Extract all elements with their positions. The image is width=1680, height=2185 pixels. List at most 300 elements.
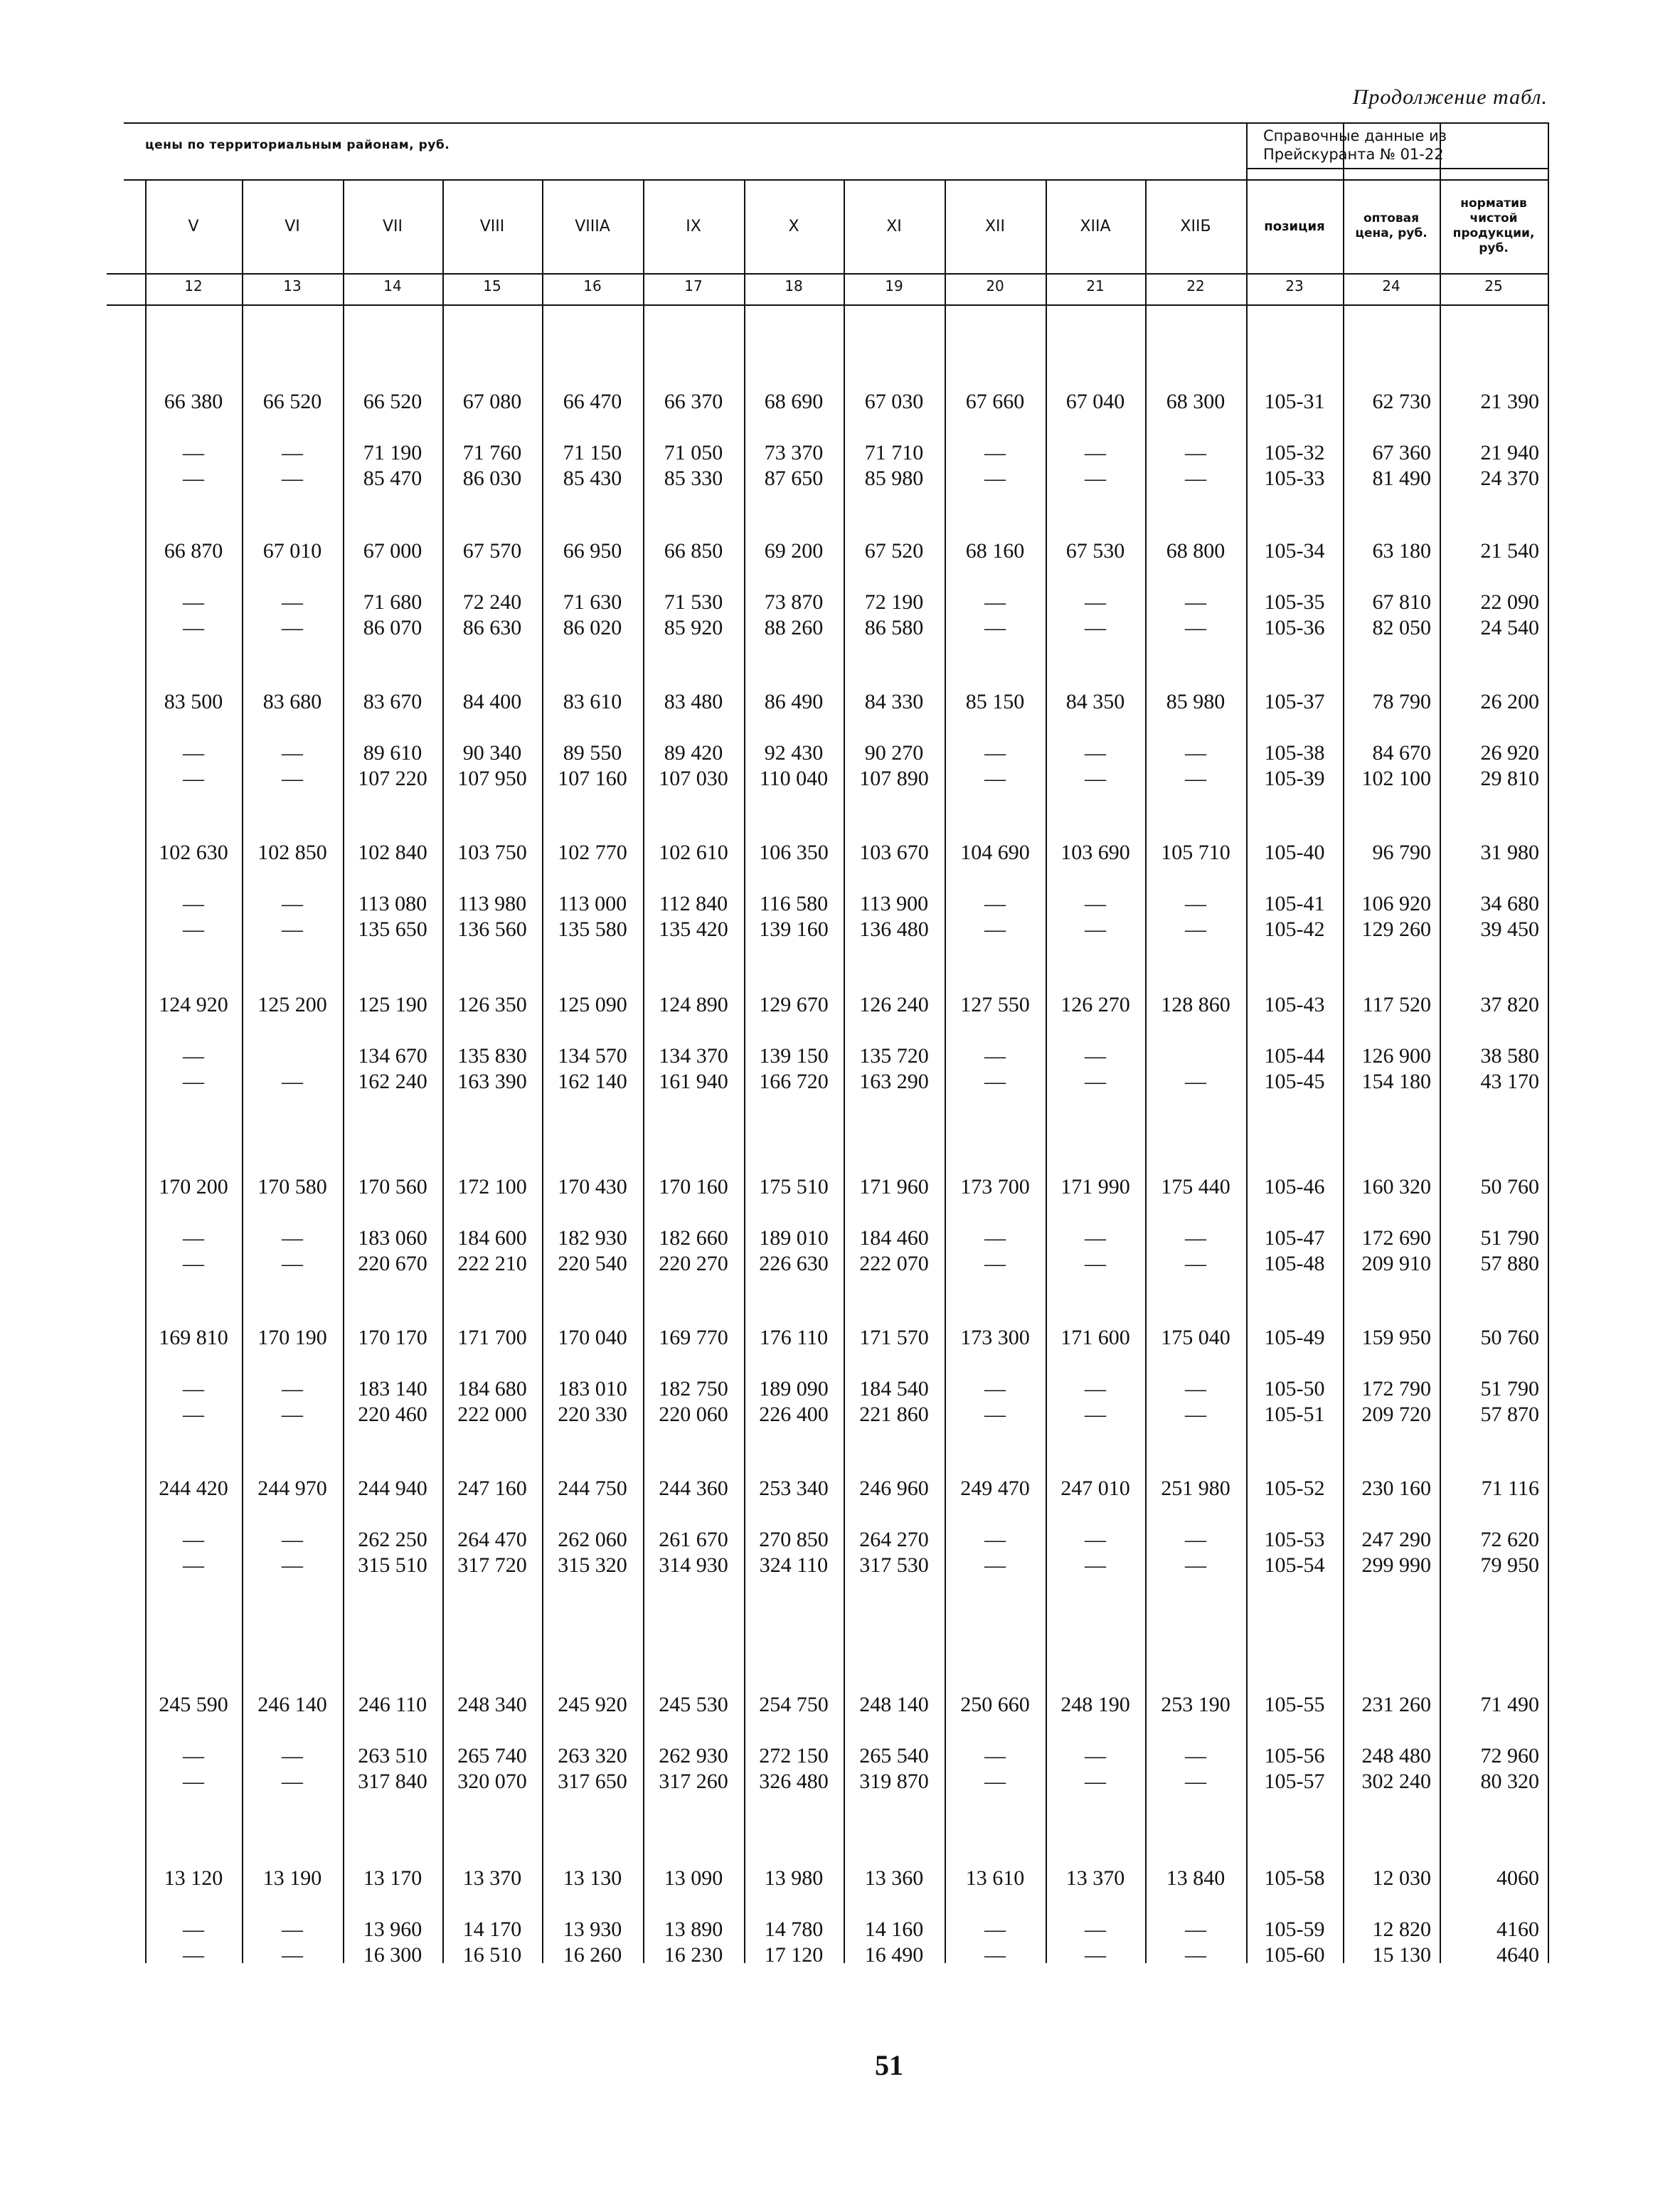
- table-cell: 37 820: [1480, 993, 1539, 1016]
- table-cell: 78 790: [1372, 690, 1431, 713]
- table-cell: 66 520: [363, 390, 422, 413]
- table-cell: 247 160: [457, 1477, 527, 1500]
- table-cell: 67 010: [262, 539, 322, 563]
- table-cell: 139 150: [759, 1044, 829, 1068]
- column-number: 20: [986, 277, 1004, 294]
- table-cell: —: [984, 918, 1006, 941]
- table-cell: 105-58: [1264, 1866, 1325, 1890]
- table-cell: —: [183, 467, 204, 490]
- table-cell: 170 580: [257, 1175, 327, 1198]
- table-cell: 184 460: [859, 1226, 929, 1250]
- column-header: V: [188, 217, 199, 235]
- table-cell: 170 170: [358, 1326, 427, 1349]
- table-cell: 326 480: [759, 1770, 829, 1793]
- table-cell: —: [183, 767, 204, 790]
- table-cell: 171 570: [859, 1326, 929, 1349]
- table-cell: 244 420: [159, 1477, 228, 1500]
- table-cell: —: [282, 1252, 303, 1275]
- table-cell: 265 740: [457, 1744, 527, 1767]
- table-cell: 86 070: [363, 616, 422, 639]
- table-cell: 51 790: [1480, 1226, 1539, 1250]
- table-cell: —: [1085, 1744, 1106, 1767]
- table-cell: —: [1185, 467, 1206, 490]
- table-cell: 105-39: [1264, 767, 1325, 790]
- table-cell: 102 850: [257, 841, 327, 864]
- table-cell: —: [1085, 441, 1106, 464]
- column-header: XII: [984, 217, 1006, 235]
- table-cell: —: [984, 1553, 1006, 1577]
- table-cell: 103 690: [1060, 841, 1130, 864]
- table-cell: 69 200: [764, 539, 824, 563]
- table-cell: 72 190: [864, 590, 924, 614]
- table-cell: —: [1085, 1070, 1106, 1093]
- table-cell: 127 550: [960, 993, 1030, 1016]
- table-cell: 57 880: [1480, 1252, 1539, 1275]
- table-cell: 245 590: [159, 1693, 228, 1716]
- table-cell: 63 180: [1372, 539, 1431, 563]
- table-cell: 129 260: [1361, 918, 1431, 941]
- table-cell: —: [1185, 1377, 1206, 1400]
- table-cell: 175 510: [759, 1175, 829, 1198]
- table-cell: 66 850: [664, 539, 723, 563]
- table-cell: 226 400: [759, 1403, 829, 1426]
- table-cell: —: [984, 1943, 1006, 1967]
- table-cell: —: [1185, 892, 1206, 915]
- table-cell: 105-36: [1264, 616, 1325, 639]
- table-cell: 105-49: [1264, 1326, 1325, 1349]
- table-cell: —: [282, 767, 303, 790]
- table-cell: 4640: [1496, 1943, 1539, 1967]
- table-cell: 265 540: [859, 1744, 929, 1767]
- table-cell: —: [282, 741, 303, 765]
- table-cell: —: [1185, 918, 1206, 941]
- table-cell: 221 860: [859, 1403, 929, 1426]
- column-number: 19: [885, 277, 903, 294]
- table-cell: 71 760: [462, 441, 522, 464]
- table-cell: 136 560: [457, 918, 527, 941]
- table-cell: 71 190: [363, 441, 422, 464]
- table-cell: 302 240: [1361, 1770, 1431, 1793]
- table-cell: 166 720: [759, 1070, 829, 1093]
- table-cell: 13 960: [363, 1918, 422, 1941]
- table-cell: 170 560: [358, 1175, 427, 1198]
- column-header: VIII: [479, 217, 505, 235]
- table-cell: 248 190: [1060, 1693, 1130, 1716]
- column-number: 16: [583, 277, 602, 294]
- prices-header: цены по территориальным районам, руб.: [145, 138, 450, 152]
- column-divider: [1246, 122, 1248, 168]
- table-cell: —: [984, 1528, 1006, 1551]
- table-cell: 21 940: [1480, 441, 1539, 464]
- table-cell: 13 170: [363, 1866, 422, 1890]
- column-header: XIIA: [1080, 217, 1111, 235]
- table-cell: 105 710: [1161, 841, 1230, 864]
- table-cell: 13 980: [764, 1866, 824, 1890]
- table-cell: 170 160: [659, 1175, 728, 1198]
- table-cell: 29 810: [1480, 767, 1539, 790]
- column-header: X: [788, 217, 799, 235]
- table-cell: —: [183, 1770, 204, 1793]
- table-cell: 125 190: [358, 993, 427, 1016]
- table-cell: 68 300: [1166, 390, 1226, 413]
- column-header: VIIIA: [575, 217, 610, 235]
- table-cell: 105-57: [1264, 1770, 1325, 1793]
- table-cell: 247 010: [1060, 1477, 1130, 1500]
- table-cell: —: [183, 1226, 204, 1250]
- table-cell: 113 900: [859, 892, 929, 915]
- continuation-label: Продолжение табл.: [1352, 85, 1548, 109]
- table-cell: —: [1085, 590, 1106, 614]
- table-cell: 85 980: [1166, 690, 1226, 713]
- table-cell: —: [984, 1252, 1006, 1275]
- table-cell: —: [282, 1528, 303, 1551]
- table-cell: 68 800: [1166, 539, 1226, 563]
- table-cell: 92 430: [764, 741, 824, 765]
- table-cell: 319 870: [859, 1770, 929, 1793]
- table-cell: 245 920: [558, 1693, 627, 1716]
- table-cell: 102 100: [1361, 767, 1431, 790]
- table-cell: 105-44: [1264, 1044, 1325, 1068]
- table-cell: 113 980: [457, 892, 527, 915]
- table-cell: 134 570: [558, 1044, 627, 1068]
- table-cell: —: [1085, 1918, 1106, 1941]
- table-cell: 105-35: [1264, 590, 1325, 614]
- table-cell: 126 240: [859, 993, 929, 1016]
- table-cell: 105-48: [1264, 1252, 1325, 1275]
- table-cell: 172 790: [1361, 1377, 1431, 1400]
- table-cell: 315 510: [358, 1553, 427, 1577]
- table-cell: —: [183, 1943, 204, 1967]
- column-number: 14: [383, 277, 402, 294]
- column-header: оптовая цена, руб.: [1355, 211, 1428, 240]
- table-cell: 169 770: [659, 1326, 728, 1349]
- table-cell: 105-52: [1264, 1477, 1325, 1500]
- table-cell: —: [1185, 441, 1206, 464]
- table-cell: —: [282, 1226, 303, 1250]
- column-number: 25: [1484, 277, 1503, 294]
- table-cell: 135 830: [457, 1044, 527, 1068]
- table-cell: 13 610: [965, 1866, 1025, 1890]
- table-cell: 85 330: [664, 467, 723, 490]
- table-cell: 105-55: [1264, 1693, 1325, 1716]
- table-cell: 317 650: [558, 1770, 627, 1793]
- table-cell: 71 116: [1481, 1477, 1539, 1500]
- table-cell: 66 870: [164, 539, 223, 563]
- table-cell: 13 090: [664, 1866, 723, 1890]
- table-cell: —: [984, 1226, 1006, 1250]
- table-cell: —: [183, 1403, 204, 1426]
- table-cell: 105-41: [1264, 892, 1325, 915]
- table-cell: 105-51: [1264, 1403, 1325, 1426]
- table-cell: 86 020: [563, 616, 622, 639]
- table-cell: 189 090: [759, 1377, 829, 1400]
- table-cell: 85 150: [965, 690, 1025, 713]
- table-cell: —: [984, 1044, 1006, 1068]
- table-cell: 105-46: [1264, 1175, 1325, 1198]
- table-cell: 105-42: [1264, 918, 1325, 941]
- table-cell: 170 430: [558, 1175, 627, 1198]
- table-cell: 247 290: [1361, 1528, 1431, 1551]
- table-cell: 171 700: [457, 1326, 527, 1349]
- table-cell: 71 150: [563, 441, 622, 464]
- table-cell: 113 000: [558, 892, 627, 915]
- table-cell: —: [1185, 1770, 1206, 1793]
- table-cell: —: [282, 1744, 303, 1767]
- table-cell: 13 840: [1166, 1866, 1226, 1890]
- table-cell: —: [1185, 1943, 1206, 1967]
- column-header: XIIБ: [1180, 217, 1211, 235]
- table-cell: 107 220: [358, 767, 427, 790]
- table-cell: 43 170: [1480, 1070, 1539, 1093]
- table-cell: 84 670: [1372, 741, 1431, 765]
- table-cell: 106 920: [1361, 892, 1431, 915]
- table-cell: —: [183, 1070, 204, 1093]
- table-cell: 83 610: [563, 690, 622, 713]
- table-cell: —: [183, 616, 204, 639]
- table-cell: 126 350: [457, 993, 527, 1016]
- table-cell: 86 490: [764, 690, 824, 713]
- table-cell: —: [1085, 1403, 1106, 1426]
- table-cell: 67 040: [1065, 390, 1125, 413]
- table-cell: 124 920: [159, 993, 228, 1016]
- table-cell: 244 940: [358, 1477, 427, 1500]
- column-number: 23: [1285, 277, 1304, 294]
- table-cell: 134 670: [358, 1044, 427, 1068]
- table-cell: 246 960: [859, 1477, 929, 1500]
- header-rule: [107, 273, 1548, 275]
- table-cell: 14 170: [462, 1918, 522, 1941]
- table-cell: 250 660: [960, 1693, 1030, 1716]
- table-cell: 248 480: [1361, 1744, 1431, 1767]
- table-cell: 110 040: [759, 767, 829, 790]
- table-cell: 67 080: [462, 390, 522, 413]
- column-divider: [1548, 122, 1549, 1963]
- table-cell: 161 940: [659, 1070, 728, 1093]
- table-cell: 87 650: [764, 467, 824, 490]
- table-cell: 81 490: [1372, 467, 1431, 490]
- column-number: 15: [483, 277, 501, 294]
- table-cell: 85 430: [563, 467, 622, 490]
- column-number: 12: [184, 277, 203, 294]
- column-header: XI: [886, 217, 902, 235]
- table-cell: 72 620: [1480, 1528, 1539, 1551]
- column-header: VII: [382, 217, 403, 235]
- table-cell: 85 470: [363, 467, 422, 490]
- table-cell: 125 090: [558, 993, 627, 1016]
- table-cell: 264 470: [457, 1528, 527, 1551]
- table-cell: —: [1185, 767, 1206, 790]
- table-cell: 175 440: [1161, 1175, 1230, 1198]
- table-cell: 83 670: [363, 690, 422, 713]
- column-number: 21: [1086, 277, 1105, 294]
- table-cell: 263 510: [358, 1744, 427, 1767]
- table-cell: 50 760: [1480, 1175, 1539, 1198]
- table-cell: 66 470: [563, 390, 622, 413]
- table-cell: 324 110: [759, 1553, 829, 1577]
- table-cell: 263 320: [558, 1744, 627, 1767]
- table-cell: 67 530: [1065, 539, 1125, 563]
- table-cell: 89 550: [563, 741, 622, 765]
- table-cell: 12 030: [1372, 1866, 1431, 1890]
- column-header: IX: [686, 217, 701, 235]
- table-cell: —: [282, 1403, 303, 1426]
- table-cell: 246 110: [358, 1693, 427, 1716]
- table-cell: 184 680: [457, 1377, 527, 1400]
- table-cell: 245 530: [659, 1693, 728, 1716]
- table-cell: 176 110: [759, 1326, 829, 1349]
- table-cell: —: [984, 1744, 1006, 1767]
- table-cell: —: [183, 1044, 204, 1068]
- table-cell: —: [282, 441, 303, 464]
- table-cell: 84 400: [462, 690, 522, 713]
- table-cell: 220 540: [558, 1252, 627, 1275]
- table-cell: 68 160: [965, 539, 1025, 563]
- table-cell: 251 980: [1161, 1477, 1230, 1500]
- table-cell: 71 710: [864, 441, 924, 464]
- table-cell: 13 370: [462, 1866, 522, 1890]
- table-cell: 103 670: [859, 841, 929, 864]
- table-cell: 72 240: [462, 590, 522, 614]
- table-cell: 171 990: [1060, 1175, 1130, 1198]
- table-cell: 107 890: [859, 767, 929, 790]
- table-cell: —: [282, 1070, 303, 1093]
- table-cell: 84 330: [864, 690, 924, 713]
- table-cell: 170 040: [558, 1326, 627, 1349]
- table-cell: —: [282, 918, 303, 941]
- table-cell: 175 040: [1161, 1326, 1230, 1349]
- reference-header: [1263, 127, 1533, 164]
- table-cell: 171 960: [859, 1175, 929, 1198]
- table-cell: 253 340: [759, 1477, 829, 1500]
- table-cell: 90 340: [462, 741, 522, 765]
- table-cell: 16 300: [363, 1943, 422, 1967]
- table-cell: —: [1085, 918, 1106, 941]
- table-cell: 66 520: [262, 390, 322, 413]
- table-cell: 220 060: [659, 1403, 728, 1426]
- table-cell: 249 470: [960, 1477, 1030, 1500]
- table-cell: 112 840: [659, 892, 728, 915]
- table-cell: 57 870: [1480, 1403, 1539, 1426]
- table-cell: 88 260: [764, 616, 824, 639]
- table-cell: —: [183, 741, 204, 765]
- table-cell: —: [984, 616, 1006, 639]
- table-cell: 71 490: [1480, 1693, 1539, 1716]
- table-cell: 105-32: [1264, 441, 1325, 464]
- table-cell: 315 320: [558, 1553, 627, 1577]
- table-cell: —: [1185, 1226, 1206, 1250]
- table-cell: 83 500: [164, 690, 223, 713]
- table-cell: 67 000: [363, 539, 422, 563]
- table-cell: 254 750: [759, 1693, 829, 1716]
- table-cell: 13 930: [563, 1918, 622, 1941]
- table-cell: 21 390: [1480, 390, 1539, 413]
- table-cell: 90 270: [864, 741, 924, 765]
- table-cell: 135 650: [358, 918, 427, 941]
- table-cell: 73 870: [764, 590, 824, 614]
- table-cell: 171 600: [1060, 1326, 1130, 1349]
- table-cell: 16 230: [664, 1943, 723, 1967]
- table-cell: —: [1085, 616, 1106, 639]
- table-cell: —: [1185, 590, 1206, 614]
- table-cell: 314 930: [659, 1553, 728, 1577]
- table-cell: 85 920: [664, 616, 723, 639]
- table-cell: 24 540: [1480, 616, 1539, 639]
- table-cell: 162 240: [358, 1070, 427, 1093]
- table-cell: 4060: [1496, 1866, 1539, 1890]
- table-cell: —: [984, 1070, 1006, 1093]
- table-cell: 13 130: [563, 1866, 622, 1890]
- table-cell: 16 490: [864, 1943, 924, 1967]
- table-cell: 17 120: [764, 1943, 824, 1967]
- table-cell: 72 960: [1480, 1744, 1539, 1767]
- table-cell: 246 140: [257, 1693, 327, 1716]
- table-cell: 67 030: [864, 390, 924, 413]
- table-cell: 113 080: [358, 892, 427, 915]
- table-cell: —: [1085, 1770, 1106, 1793]
- table-cell: 66 950: [563, 539, 622, 563]
- table-cell: 102 610: [659, 841, 728, 864]
- table-cell: —: [984, 767, 1006, 790]
- table-cell: —: [1185, 1252, 1206, 1275]
- table-cell: 13 890: [664, 1918, 723, 1941]
- table-cell: 159 950: [1361, 1326, 1431, 1349]
- table-cell: 231 260: [1361, 1693, 1431, 1716]
- table-cell: 67 520: [864, 539, 924, 563]
- table-cell: —: [183, 1252, 204, 1275]
- column-number: 22: [1186, 277, 1205, 294]
- table-cell: 182 930: [558, 1226, 627, 1250]
- table-cell: 262 250: [358, 1528, 427, 1551]
- column-number: 17: [684, 277, 703, 294]
- table-cell: —: [1085, 741, 1106, 765]
- table-cell: 14 780: [764, 1918, 824, 1941]
- table-cell: 222 210: [457, 1252, 527, 1275]
- table-cell: 125 200: [257, 993, 327, 1016]
- table-cell: 105-56: [1264, 1744, 1325, 1767]
- table-cell: 12 820: [1372, 1918, 1431, 1941]
- table-cell: —: [183, 590, 204, 614]
- table-cell: 270 850: [759, 1528, 829, 1551]
- table-cell: 317 840: [358, 1770, 427, 1793]
- table-cell: —: [1185, 1918, 1206, 1941]
- table-cell: 105-38: [1264, 741, 1325, 765]
- table-cell: 105-31: [1264, 390, 1325, 413]
- table-cell: 163 390: [457, 1070, 527, 1093]
- table-cell: 317 260: [659, 1770, 728, 1793]
- table-cell: 67 810: [1372, 590, 1431, 614]
- table-cell: 317 530: [859, 1553, 929, 1577]
- table-cell: 67 660: [965, 390, 1025, 413]
- table-cell: 272 150: [759, 1744, 829, 1767]
- table-cell: 13 120: [164, 1866, 223, 1890]
- table-cell: 117 520: [1362, 993, 1431, 1016]
- table-cell: —: [1185, 1744, 1206, 1767]
- table-cell: —: [1085, 1528, 1106, 1551]
- table-cell: 13 370: [1065, 1866, 1125, 1890]
- table-cell: 83 480: [664, 690, 723, 713]
- table-cell: —: [183, 441, 204, 464]
- column-header: норматив чистой продукции, руб.: [1452, 196, 1535, 255]
- table-cell: 170 190: [257, 1326, 327, 1349]
- table-cell: 89 420: [664, 741, 723, 765]
- table-cell: 22 090: [1480, 590, 1539, 614]
- column-header: VI: [285, 217, 300, 235]
- reference-header-line2: Прейскуранта № 01-22: [1263, 146, 1444, 163]
- reference-header-line1: Справочные данные из: [1263, 127, 1447, 144]
- table-cell: 253 190: [1161, 1693, 1230, 1716]
- table-cell: 4160: [1496, 1918, 1539, 1941]
- column-header: позиция: [1264, 218, 1325, 234]
